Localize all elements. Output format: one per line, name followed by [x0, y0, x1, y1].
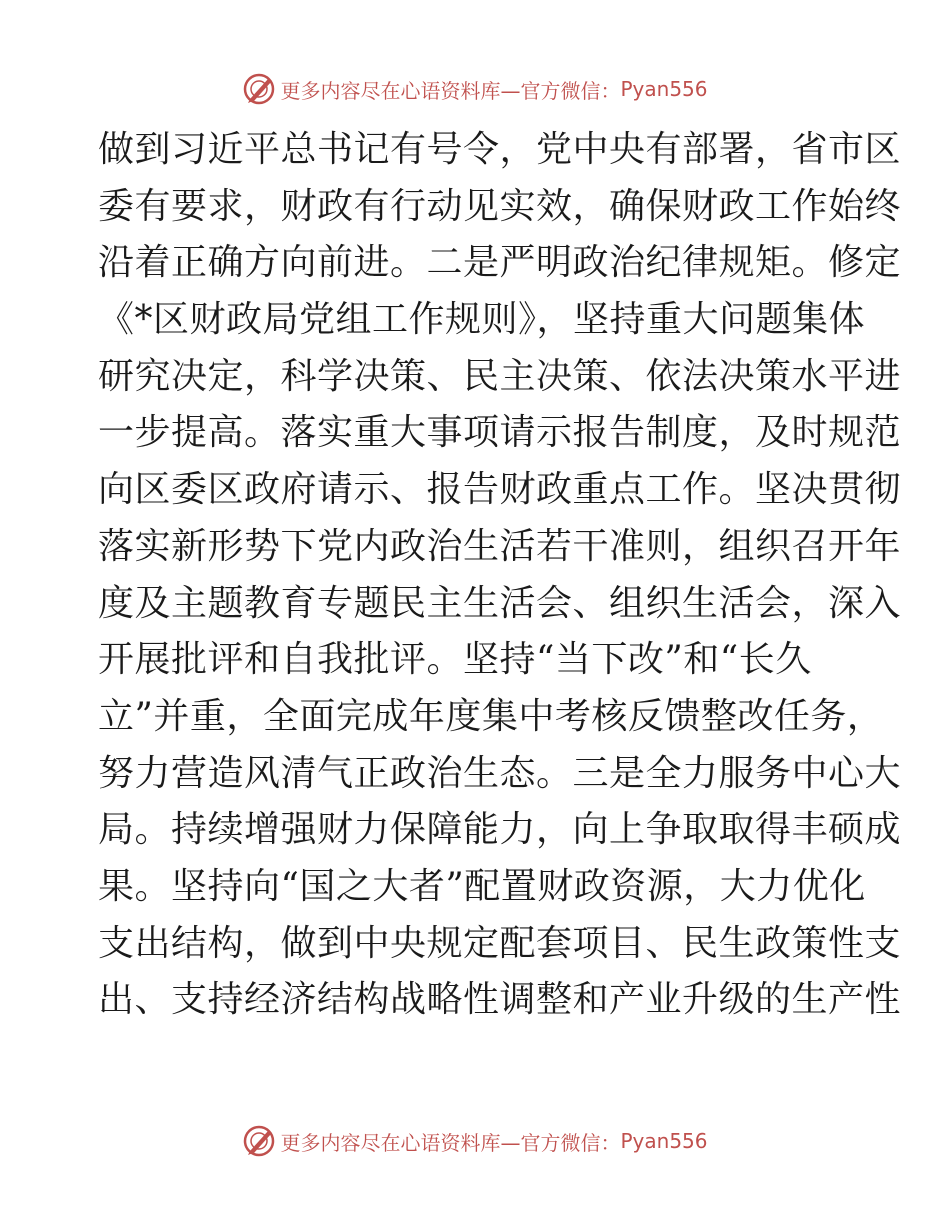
header-banner	[0, 72, 950, 106]
wechat-id: Pyan556	[620, 77, 708, 101]
banner-text: 更多内容尽在心语资料库—官方微信：	[280, 1130, 621, 1155]
body-line: 沿着正确方向前进。二是严明政治纪律规矩。修定	[98, 242, 902, 284]
body-line: 落实新形势下党内政治生活若干准则，组织召开年	[98, 525, 902, 567]
footer-banner	[0, 1124, 950, 1158]
body-line: 出、支持经济结构战略性调整和产业升级的生产性	[98, 979, 902, 1021]
body-line: 向区委区政府请示、报告财政重点工作。坚决贯彻	[98, 469, 902, 511]
body-line: 开展批评和自我批评。坚持“当下改”和“长久	[98, 639, 812, 681]
body-line: 支出结构，做到中央规定配套项目、民生政策性支	[98, 922, 902, 964]
body-line: 委有要求，财政有行动见实效，确保财政工作始终	[98, 185, 902, 227]
body-line: 努力营造风清气正政治生态。三是全力服务中心大	[98, 752, 902, 794]
body-line: 研究决定，科学决策、民主决策、依法决策水平进	[98, 355, 902, 397]
quill-pen-logo-icon	[242, 1124, 276, 1158]
body-line: 果。坚持向“国之大者”配置财政资源，大力优化	[98, 865, 866, 907]
banner-text: 更多内容尽在心语资料库—官方微信：	[280, 78, 621, 103]
body-line: 度及主题教育专题民主生活会、组织生活会，深入	[98, 582, 902, 624]
body-line: 一步提高。落实重大事项请示报告制度，及时规范	[98, 412, 902, 454]
quill-pen-logo-icon	[242, 72, 276, 106]
document-body	[98, 122, 902, 1029]
body-line: 做到习近平总书记有号令，党中央有部署，省市区	[98, 129, 902, 170]
wechat-id: Pyan556	[620, 1129, 708, 1153]
body-line: 立”并重，全面完成年度集中考核反馈整改任务，	[98, 695, 884, 737]
body-line: 局。持续增强财力保障能力，向上争取取得丰硕成	[98, 809, 902, 851]
body-line: 《*区财政局党组工作规则》，坚持重大问题集体	[98, 299, 866, 341]
